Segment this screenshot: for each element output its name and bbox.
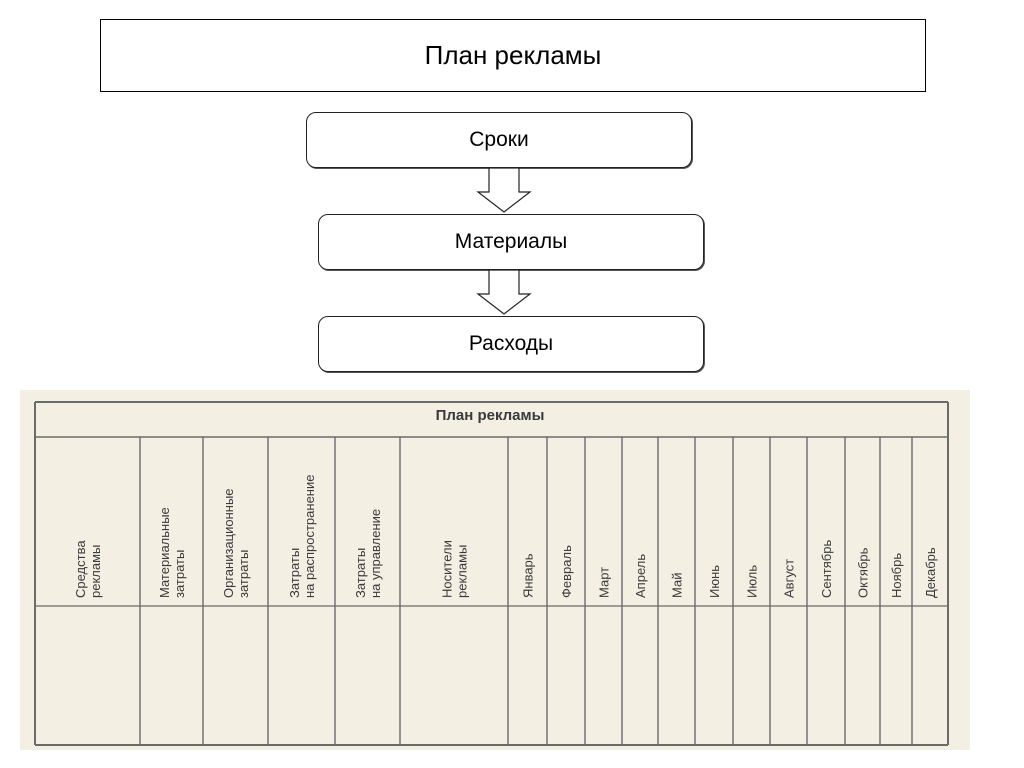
arrow-down-icon xyxy=(478,270,530,314)
ad-plan-table xyxy=(20,390,970,750)
arrow-down-icon xyxy=(478,168,530,212)
column-header-label: Март xyxy=(596,566,612,598)
column-header-label: рекламы xyxy=(454,544,470,598)
column-header-label: Октябрь xyxy=(855,547,871,598)
column-header-label: Носители xyxy=(439,540,455,598)
column-header-label: на распространение xyxy=(302,474,317,598)
flow-step-terms: Сроки xyxy=(306,112,692,168)
flow-step-materials: Материалы xyxy=(318,214,704,270)
column-header-label: Февраль xyxy=(559,545,574,598)
column-header-label: Ноябрь xyxy=(889,552,904,598)
flow-step-expenses: Расходы xyxy=(318,316,704,372)
ad-plan-table-grid xyxy=(20,390,970,750)
column-header-label: Средства xyxy=(73,540,88,598)
column-header-label: Июнь xyxy=(707,564,722,598)
column-header-label: Апрель xyxy=(633,553,648,598)
diagram-title: План рекламы xyxy=(100,19,926,92)
column-header-label: Январь xyxy=(520,553,536,598)
column-header-label: Май xyxy=(669,572,685,598)
column-header-label: Материальные xyxy=(157,507,172,598)
column-header-label: Сентябрь xyxy=(819,539,834,598)
column-header-label: Затраты xyxy=(287,547,302,598)
table-title: План рекламы xyxy=(435,407,545,424)
column-header-label: затраты xyxy=(236,549,251,598)
column-header-label: Июль xyxy=(744,564,760,598)
column-header-label: Организационные xyxy=(221,488,236,598)
column-header-label: Август xyxy=(781,558,797,598)
column-header-label: Затраты xyxy=(353,547,368,598)
column-header-label: рекламы xyxy=(88,544,103,598)
column-header-label: на управление xyxy=(368,508,383,598)
column-header-label: Декабрь xyxy=(923,547,938,598)
column-header-label: затраты xyxy=(172,549,187,598)
